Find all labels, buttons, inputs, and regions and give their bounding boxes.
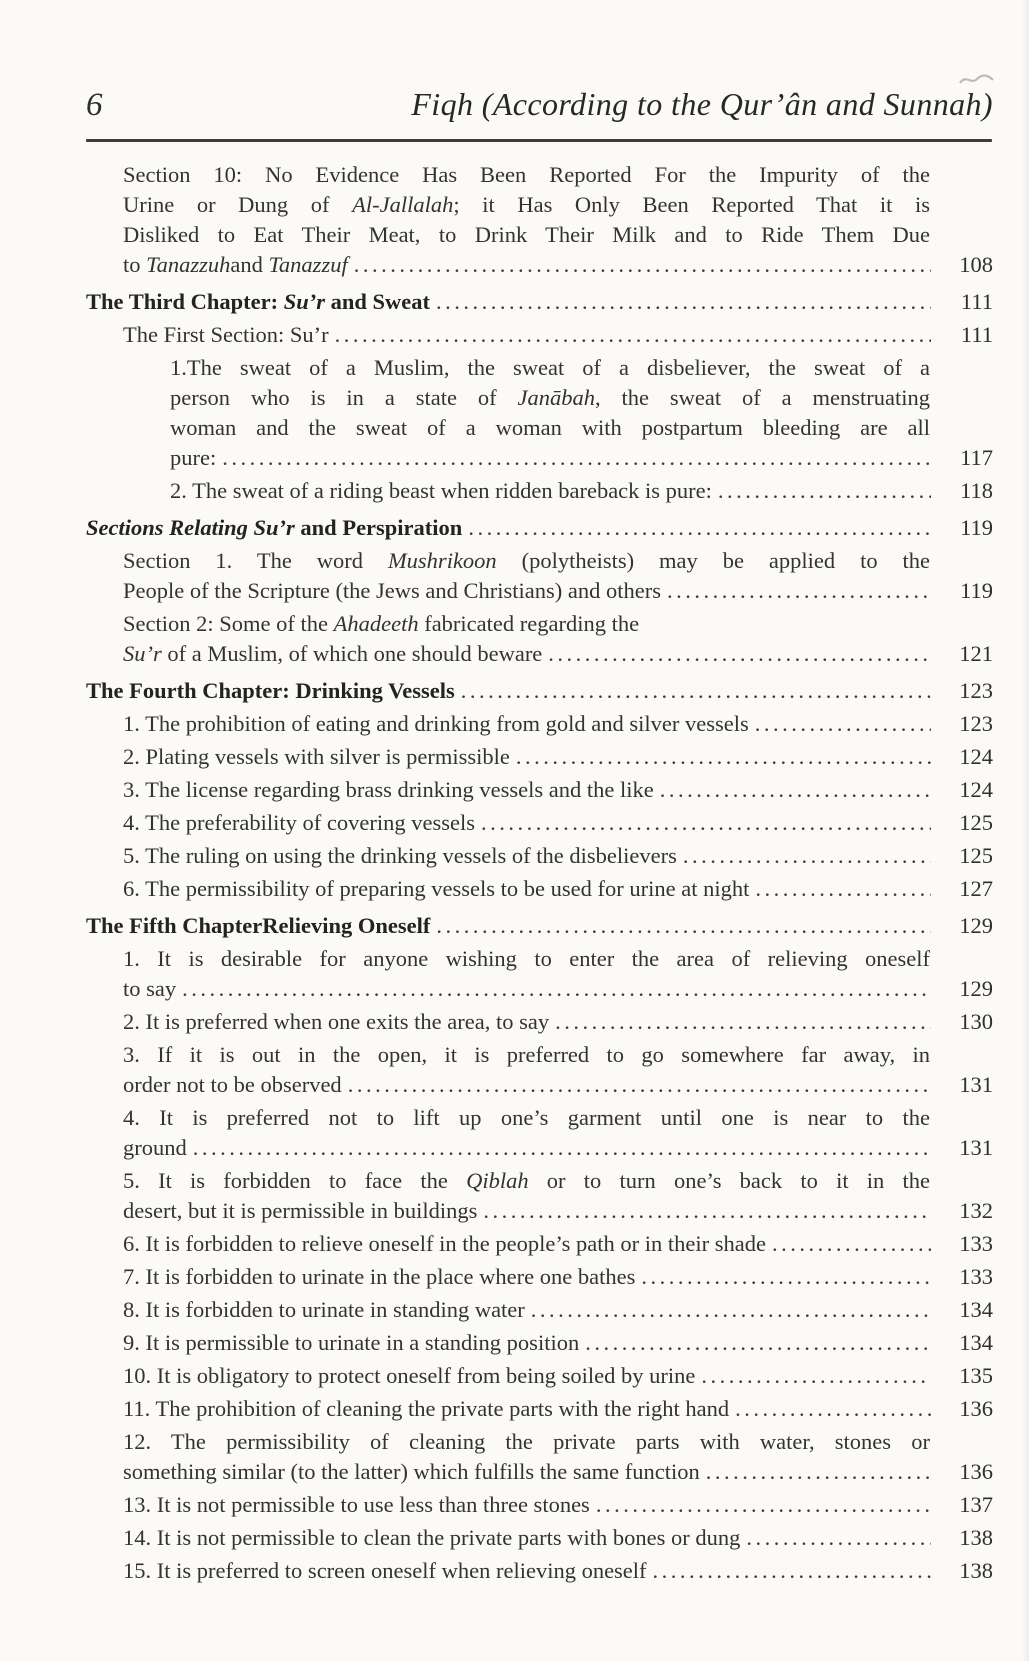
page-number-ref: 123 (959, 711, 993, 736)
toc-entry (123, 808, 993, 838)
toc-text-segment: The Fifth ChapterRelieving Oneself (86, 913, 431, 938)
dot-leader (585, 1328, 931, 1358)
toc-line (123, 1490, 993, 1520)
toc-text-segment: 6. The permissibility of preparing vessels to be used for urine at night (123, 876, 750, 901)
toc-line (123, 874, 993, 904)
page-number-ref: 111 (960, 289, 993, 314)
header-rule (86, 139, 992, 142)
toc-line (123, 1361, 993, 1391)
page-number-ref: 134 (959, 1330, 993, 1355)
dot-leader (660, 775, 931, 805)
running-header-title: Fiqh (According to the Qur’ân and Sunnah) (411, 86, 993, 122)
dot-leader (348, 1070, 931, 1100)
toc-text-segment: Qiblah (466, 1168, 529, 1193)
toc-line-text (123, 1262, 635, 1292)
toc-text-segment: 2. The sweat of a riding beast when ridden bareback is pure: (170, 478, 712, 503)
toc-line-text (123, 1007, 549, 1037)
dot-leader (755, 709, 931, 739)
page-number-ref: 133 (959, 1264, 993, 1289)
dot-leader (746, 1523, 931, 1553)
toc-text-segment: person who is in a state of (170, 385, 518, 410)
page-number-ref: 134 (959, 1297, 993, 1322)
toc-line (123, 609, 993, 639)
toc-entry (123, 1361, 993, 1391)
dot-leader (335, 320, 931, 350)
toc-text-segment: The Third Chapter: (86, 289, 284, 314)
toc-text-segment: or to turn one’s back to it in the (528, 1168, 931, 1193)
dot-leader (596, 1490, 931, 1520)
toc-text-segment: something similar (to the latter) which fulfills the same function (123, 1459, 700, 1484)
toc-line-text (123, 974, 176, 1004)
toc-line-text (86, 676, 455, 706)
page-number-ref: 127 (959, 876, 993, 901)
toc-text-segment: 4. It is preferred not to lift up one’s garment until one is near to the (123, 1105, 930, 1130)
toc-line-text (123, 1523, 740, 1553)
page-number-ref: 129 (959, 976, 993, 1001)
toc-text-segment: (polytheists) may be applied to the (496, 548, 930, 573)
page-number-ref: 125 (959, 810, 993, 835)
toc-text-segment: Su’r (283, 289, 326, 314)
toc-line (123, 1556, 993, 1586)
toc-line-text (123, 742, 510, 772)
toc-line-text (123, 576, 661, 606)
toc-entry (123, 1328, 993, 1358)
toc-text-segment: and Perspiration (294, 515, 463, 540)
toc-text-segment: 5. It is forbidden to face the (123, 1168, 467, 1193)
page-number-ref: 125 (959, 843, 993, 868)
dot-leader (436, 911, 931, 941)
dot-leader (667, 576, 931, 606)
toc-text-segment: to say (123, 976, 177, 1001)
toc (0, 160, 1029, 1589)
page-number-ref: 131 (959, 1072, 993, 1097)
toc-entry-chapter (86, 676, 993, 706)
dot-leader (718, 476, 931, 506)
toc-line-text (123, 1361, 695, 1391)
toc-line (123, 1394, 993, 1424)
toc-entry (123, 1103, 993, 1163)
toc-text-segment: 4. The preferability of covering vessels (123, 810, 475, 835)
page-number-ref: 124 (959, 777, 993, 802)
dot-leader (683, 841, 931, 871)
toc-text-segment: 5. The ruling on using the drinking vessels of the disbelievers (123, 843, 677, 868)
toc-entry (123, 160, 993, 280)
toc-line (123, 775, 993, 805)
toc-entry (123, 1166, 993, 1226)
page-number-ref: 138 (959, 1558, 993, 1583)
toc-line-text (123, 1196, 477, 1226)
toc-line (123, 944, 993, 974)
toc-line-text (123, 1328, 579, 1358)
toc-line-text (86, 513, 462, 543)
toc-line (123, 709, 993, 739)
toc-text-segment: The Fourth Chapter: Drinking Vessels (86, 678, 455, 703)
folio-page-number: 6 (86, 87, 103, 123)
toc-line-text (123, 1133, 187, 1163)
toc-line (123, 1103, 993, 1133)
page-number-ref: 132 (959, 1198, 993, 1223)
toc-text-segment: Su’r (123, 641, 162, 666)
dot-leader (516, 742, 931, 772)
toc-text-segment: 10. It is obligatory to protect oneself from being soiled by urine (123, 1363, 696, 1388)
dot-leader (641, 1262, 931, 1292)
page-number-ref: 111 (960, 322, 993, 347)
page-number-ref: 119 (960, 515, 993, 540)
toc-text-segment: , the sweat of a menstruating (594, 385, 930, 410)
toc-line (123, 1295, 993, 1325)
toc-text-segment: 14. It is not permissible to clean the private parts with bones or dung (123, 1525, 741, 1550)
toc-entry (123, 1229, 993, 1259)
toc-line (123, 1166, 993, 1196)
toc-line (170, 476, 993, 506)
dot-leader (354, 250, 931, 280)
toc-text-segment: Section 10: No Evidence Has Been Reported For the Impurity of the (123, 162, 930, 187)
toc-text-segment: order not to be observed (123, 1072, 342, 1097)
toc-entry-chapter (86, 287, 993, 317)
toc-text-segment: of a Muslim, of which one should beware (161, 641, 543, 666)
toc-text-segment: 3. If it is out in the open, it is preferred to go somewhere far away, in (123, 1042, 930, 1067)
toc-line (123, 250, 993, 280)
dot-leader (436, 287, 931, 317)
pencil-squiggle-mark (958, 72, 996, 95)
toc-text-segment: 13. It is not permissible to use less than three stones (123, 1492, 590, 1517)
toc-line (123, 1229, 993, 1259)
dot-leader (706, 1457, 931, 1487)
toc-entry (123, 1556, 993, 1586)
toc-line (123, 1007, 993, 1037)
page-number-ref: 130 (959, 1009, 993, 1034)
toc-text-segment: 3. The license regarding brass drinking vessels and the like (123, 777, 654, 802)
page-number-ref: 137 (959, 1492, 993, 1517)
toc-line (123, 841, 993, 871)
toc-line-text (123, 320, 329, 350)
dot-leader (772, 1229, 931, 1259)
toc-line-text (170, 443, 216, 473)
page-number-ref: 124 (959, 744, 993, 769)
toc-line-text (170, 476, 712, 506)
toc-line (123, 576, 993, 606)
toc-text-segment: ground (123, 1135, 187, 1160)
toc-text-segment: 1. It is desirable for anyone wishing to enter the area of relieving oneself (123, 946, 930, 971)
toc-line (123, 190, 993, 220)
toc-entry-chapter (86, 911, 993, 941)
toc-line-text (123, 709, 749, 739)
toc-text-segment: 1.The sweat of a Muslim, the sweat of a disbeliever, the sweat of a (170, 355, 930, 380)
dot-leader (481, 808, 931, 838)
toc-line-text (123, 1457, 700, 1487)
toc-text-segment: Section 2: Some of the (123, 611, 334, 636)
page-number-ref: 135 (959, 1363, 993, 1388)
dot-leader (182, 974, 931, 1004)
toc-line (86, 911, 993, 941)
toc-line (86, 287, 993, 317)
toc-line (170, 413, 993, 443)
toc-entry (123, 874, 993, 904)
toc-line-text (123, 841, 677, 871)
toc-entry (123, 1007, 993, 1037)
page-number-ref: 108 (959, 252, 993, 277)
page-number-ref: 133 (959, 1231, 993, 1256)
toc-text-segment: and (230, 252, 269, 277)
toc-line-text (86, 911, 430, 941)
toc-line (86, 513, 993, 543)
toc-entry (123, 320, 993, 350)
toc-line (123, 1427, 993, 1457)
toc-line (123, 160, 993, 190)
toc-line (123, 742, 993, 772)
toc-entry (123, 841, 993, 871)
toc-entry (123, 1427, 993, 1487)
toc-entry (123, 775, 993, 805)
toc-entry (123, 546, 993, 606)
toc-line (123, 220, 993, 250)
toc-entry (123, 609, 993, 669)
toc-text-segment: Urine or Dung of (123, 192, 353, 217)
toc-text-segment: Mushrikoon (387, 548, 497, 573)
toc-line-text (123, 1394, 729, 1424)
toc-entry (170, 353, 993, 473)
toc-line-text (123, 1490, 590, 1520)
page-header (86, 86, 993, 124)
dot-leader (701, 1361, 931, 1391)
toc-text-segment: to (123, 252, 147, 277)
toc-text-segment: 2. Plating vessels with silver is permissible (123, 744, 510, 769)
toc-entry (123, 742, 993, 772)
toc-text-segment: Tanazzuf (268, 252, 348, 277)
dot-leader (548, 639, 931, 669)
toc-line-text (123, 1070, 342, 1100)
toc-entry (123, 1262, 993, 1292)
toc-text-segment: Disliked to Eat Their Meat, to Drink Their Milk and to Ride Them Due (123, 222, 930, 247)
toc-entry (123, 1394, 993, 1424)
toc-line (123, 1040, 993, 1070)
toc-line (170, 443, 993, 473)
toc-text-segment: Al-Jallalah (352, 192, 454, 217)
toc-line (123, 320, 993, 350)
toc-entry (123, 1295, 993, 1325)
toc-line (123, 1133, 993, 1163)
toc-line (86, 676, 993, 706)
toc-text-segment: and Sweat (325, 289, 431, 314)
page-number-ref: 119 (960, 578, 993, 603)
toc-entry (170, 476, 993, 506)
page-number-ref: 136 (959, 1396, 993, 1421)
toc-line (123, 1262, 993, 1292)
toc-entry (123, 1490, 993, 1520)
toc-text-segment: 11. The prohibition of cleaning the private parts with the right hand (123, 1396, 730, 1421)
page-number-ref: 129 (959, 913, 993, 938)
toc-entry (123, 1040, 993, 1100)
dot-leader (222, 443, 931, 473)
toc-text-segment: Section 1. The word (123, 548, 388, 573)
toc-text-segment: ; it Has Only Been Reported That it is (453, 192, 930, 217)
toc-text-segment: desert, but it is permissible in buildings (123, 1198, 478, 1223)
dot-leader (193, 1133, 931, 1163)
page-number-ref: 121 (959, 641, 993, 666)
toc-text-segment: People of the Scripture (the Jews and Christians) and others (123, 578, 662, 603)
page-number-ref: 131 (959, 1135, 993, 1160)
toc-line (123, 546, 993, 576)
page-number-ref: 138 (959, 1525, 993, 1550)
dot-leader (531, 1295, 931, 1325)
toc-text-segment: fabricated regarding the (418, 611, 640, 636)
toc-line-text (123, 639, 542, 669)
toc-line-text (86, 287, 430, 317)
toc-text-segment: Janābah (517, 385, 595, 410)
toc-entry (123, 1523, 993, 1553)
toc-line (170, 353, 993, 383)
toc-text-segment: 15. It is preferred to screen oneself when relieving oneself (123, 1558, 647, 1583)
toc-line (123, 1457, 993, 1487)
toc-line-text (123, 874, 749, 904)
dot-leader (555, 1007, 931, 1037)
toc-line-text (123, 775, 654, 805)
toc-line (123, 974, 993, 1004)
toc-line (123, 808, 993, 838)
toc-line-text (123, 808, 475, 838)
toc-text-segment: 12. The permissibility of cleaning the private parts with water, stones or (123, 1429, 930, 1454)
toc-text-segment: 1. The prohibition of eating and drinking from gold and silver vessels (123, 711, 749, 736)
toc-text-segment: The First Section: Su’r (123, 322, 329, 347)
toc-text-segment: 7. It is forbidden to urinate in the place where one bathes (123, 1264, 636, 1289)
dot-leader (735, 1394, 931, 1424)
page-number-ref: 118 (960, 478, 993, 503)
toc-line (123, 1328, 993, 1358)
toc-entry (123, 709, 993, 739)
toc-line (123, 639, 993, 669)
toc-text-segment: Sections Relating Su’r (86, 515, 295, 540)
dot-leader (461, 676, 931, 706)
toc-line (170, 383, 993, 413)
toc-text-segment: Ahadeeth (333, 611, 419, 636)
toc-line (123, 1523, 993, 1553)
page-number-ref: 117 (960, 445, 993, 470)
page-number-ref: 123 (959, 678, 993, 703)
dot-leader (483, 1196, 931, 1226)
dot-leader (653, 1556, 931, 1586)
toc-entry-chapter (86, 513, 993, 543)
toc-text-segment: 8. It is forbidden to urinate in standing water (123, 1297, 525, 1322)
page-number-ref: 136 (959, 1459, 993, 1484)
toc-text-segment: Tanazzuh (146, 252, 231, 277)
dot-leader (755, 874, 931, 904)
dot-leader (468, 513, 931, 543)
toc-text-segment: 9. It is permissible to urinate in a standing position (123, 1330, 580, 1355)
toc-text-segment: 6. It is forbidden to relieve oneself in the people’s path or in their shade (123, 1231, 766, 1256)
toc-line-text (123, 1295, 525, 1325)
toc-text-segment: pure: (170, 445, 217, 470)
toc-entry (123, 944, 993, 1004)
toc-line-text (123, 1556, 647, 1586)
toc-line (123, 1070, 993, 1100)
toc-line (123, 1196, 993, 1226)
toc-text-segment: 2. It is preferred when one exits the area, to say (123, 1009, 550, 1034)
toc-line-text (123, 1229, 766, 1259)
toc-line-text (123, 250, 348, 280)
toc-text-segment: woman and the sweat of a woman with postpartum bleeding are all (170, 415, 930, 440)
